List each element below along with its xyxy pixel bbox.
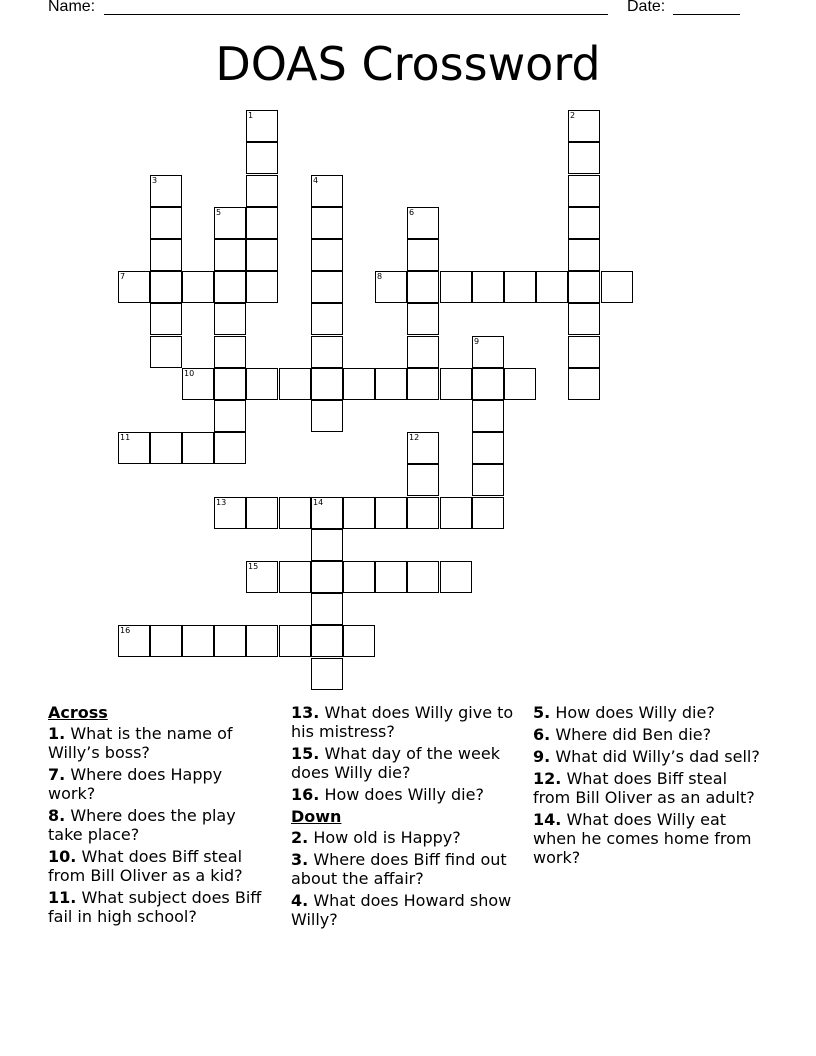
clues-column-3	[533, 703, 763, 870]
grid-cell[interactable]	[279, 368, 311, 400]
grid-cell[interactable]	[440, 561, 472, 593]
grid-cell[interactable]	[407, 303, 439, 335]
grid-cell-12[interactable]	[407, 432, 439, 464]
grid-cell[interactable]	[311, 593, 343, 625]
clues-column-1	[48, 703, 273, 929]
grid-cell[interactable]	[375, 561, 407, 593]
clue-across-15: 15. What day of the week does Willy die?	[291, 744, 500, 782]
grid-cell[interactable]	[407, 239, 439, 271]
grid-cell[interactable]	[407, 368, 439, 400]
clue-down-4: 4. What does Howard show Willy?	[291, 891, 512, 929]
grid-cell[interactable]	[568, 368, 600, 400]
grid-cell[interactable]	[311, 625, 343, 657]
grid-cell[interactable]	[311, 529, 343, 561]
grid-cell[interactable]	[214, 336, 246, 368]
name-label: Name:	[48, 0, 96, 15]
grid-cell[interactable]	[407, 271, 439, 303]
grid-cell[interactable]	[407, 497, 439, 529]
grid-cell-13[interactable]	[214, 497, 246, 529]
grid-cell[interactable]	[150, 625, 182, 657]
grid-cell[interactable]	[440, 271, 472, 303]
grid-cell[interactable]	[279, 497, 311, 529]
clue-down-14: 14. What does Willy eat when he comes home from work?	[533, 810, 752, 867]
grid-cell[interactable]	[375, 497, 407, 529]
clue-across-10: 10. What does Biff steal from Bill Oliver as a kid?	[48, 847, 243, 885]
clue-number: 10	[184, 369, 195, 378]
grid-cell[interactable]	[568, 207, 600, 239]
clue-number: 16	[120, 626, 131, 635]
grid-cell[interactable]	[246, 497, 278, 529]
grid-cell[interactable]	[150, 336, 182, 368]
grid-cell[interactable]	[214, 303, 246, 335]
grid-cell[interactable]	[311, 400, 343, 432]
clue-number: 6	[409, 208, 415, 217]
grid-cell[interactable]	[214, 368, 246, 400]
grid-cell-8[interactable]	[375, 271, 407, 303]
grid-cell[interactable]	[311, 561, 343, 593]
clue-across-16: 16. How does Willy die?	[291, 785, 484, 804]
grid-cell-1[interactable]	[246, 110, 278, 142]
grid-cell[interactable]	[311, 207, 343, 239]
grid-cell[interactable]	[214, 400, 246, 432]
grid-cell[interactable]	[568, 303, 600, 335]
page-title: DOAS Crossword	[215, 37, 601, 91]
date-label: Date:	[627, 0, 666, 15]
grid-cell[interactable]	[343, 625, 375, 657]
grid-cell[interactable]	[343, 497, 375, 529]
clue-number: 15	[248, 562, 259, 571]
clue-number: 8	[377, 272, 383, 281]
grid-cell[interactable]	[311, 336, 343, 368]
grid-cell[interactable]	[568, 142, 600, 174]
grid-cell[interactable]	[472, 432, 504, 464]
grid-cell[interactable]	[214, 271, 246, 303]
grid-cell[interactable]	[246, 271, 278, 303]
grid-cell[interactable]	[472, 400, 504, 432]
clue-number: 12	[409, 433, 420, 442]
grid-cell[interactable]	[311, 658, 343, 690]
grid-cell[interactable]	[472, 497, 504, 529]
grid-cell-10[interactable]	[182, 368, 214, 400]
grid-cell[interactable]	[182, 625, 214, 657]
grid-cell[interactable]	[214, 625, 246, 657]
grid-cell[interactable]	[311, 271, 343, 303]
grid-cell-7[interactable]	[118, 271, 150, 303]
clue-number: 9	[474, 337, 480, 346]
grid-cell[interactable]	[568, 175, 600, 207]
clue-across-1: 1. What is the name of Willy’s boss?	[48, 724, 233, 762]
grid-cell-6[interactable]	[407, 207, 439, 239]
grid-cell[interactable]	[407, 336, 439, 368]
grid-cell[interactable]	[601, 271, 633, 303]
grid-cell[interactable]	[279, 561, 311, 593]
grid-cell[interactable]	[150, 271, 182, 303]
grid-cell[interactable]	[311, 239, 343, 271]
grid-cell-16[interactable]	[118, 625, 150, 657]
grid-cell[interactable]	[343, 368, 375, 400]
down-heading: Down	[291, 807, 342, 826]
grid-cell[interactable]	[568, 239, 600, 271]
grid-cell[interactable]	[214, 432, 246, 464]
grid-cell[interactable]	[150, 303, 182, 335]
clue-across-11: 11. What subject does Biff fail in high school?	[48, 888, 262, 926]
grid-cell[interactable]	[279, 625, 311, 657]
grid-cell[interactable]	[407, 464, 439, 496]
grid-cell-5[interactable]	[214, 207, 246, 239]
clue-across-7: 7. Where does Happy work?	[48, 765, 223, 803]
grid-cell-15[interactable]	[246, 561, 278, 593]
grid-cell[interactable]	[440, 497, 472, 529]
clue-number: 13	[216, 498, 227, 507]
clue-across-13: 13. What does Willy give to his mistress?	[291, 703, 514, 741]
grid-cell[interactable]	[311, 368, 343, 400]
grid-cell-2[interactable]	[568, 110, 600, 142]
clue-number: 5	[216, 208, 222, 217]
clue-number: 3	[152, 176, 158, 185]
grid-cell-3[interactable]	[150, 175, 182, 207]
grid-cell[interactable]	[150, 239, 182, 271]
grid-cell[interactable]	[311, 303, 343, 335]
grid-cell[interactable]	[246, 175, 278, 207]
clue-number: 14	[313, 498, 324, 507]
grid-cell[interactable]	[568, 271, 600, 303]
grid-cell[interactable]	[182, 271, 214, 303]
clue-number: 11	[120, 433, 131, 442]
grid-cell[interactable]	[246, 625, 278, 657]
grid-cell-11[interactable]	[118, 432, 150, 464]
clue-number: 7	[120, 272, 126, 281]
grid-cell[interactable]	[536, 271, 568, 303]
across-heading: Across	[48, 703, 108, 722]
clue-down-6: 6. Where did Ben die?	[533, 725, 712, 744]
grid-cell[interactable]	[343, 561, 375, 593]
grid-cell[interactable]	[150, 432, 182, 464]
grid-cell[interactable]	[504, 271, 536, 303]
grid-cell[interactable]	[472, 464, 504, 496]
grid-cell[interactable]	[150, 207, 182, 239]
clue-down-2: 2. How old is Happy?	[291, 828, 461, 847]
grid-cell[interactable]	[375, 368, 407, 400]
clue-down-3: 3. Where does Biff find out about the affair?	[291, 850, 507, 888]
grid-cell[interactable]	[472, 271, 504, 303]
grid-cell[interactable]	[182, 432, 214, 464]
clue-down-5: 5. How does Willy die?	[533, 703, 715, 722]
grid-cell[interactable]	[214, 239, 246, 271]
grid-cell-4[interactable]	[311, 175, 343, 207]
clues-column-2	[291, 703, 519, 932]
grid-cell[interactable]	[504, 368, 536, 400]
grid-cell[interactable]	[472, 368, 504, 400]
clue-number: 4	[313, 176, 319, 185]
grid-cell[interactable]	[246, 142, 278, 174]
clue-across-8: 8. Where does the play take place?	[48, 806, 236, 844]
grid-cell[interactable]	[246, 368, 278, 400]
clue-down-12: 12. What does Biff steal from Bill Oliver as an adult?	[533, 769, 755, 807]
grid-cell[interactable]	[568, 336, 600, 368]
grid-cell[interactable]	[407, 561, 439, 593]
grid-cell[interactable]	[246, 207, 278, 239]
clue-number: 2	[570, 111, 576, 120]
grid-cell-9[interactable]	[472, 336, 504, 368]
grid-cell[interactable]	[440, 368, 472, 400]
grid-cell-14[interactable]	[311, 497, 343, 529]
clue-number: 1	[248, 111, 254, 120]
clue-down-9: 9. What did Willy’s dad sell?	[533, 747, 760, 766]
grid-cell[interactable]	[246, 239, 278, 271]
